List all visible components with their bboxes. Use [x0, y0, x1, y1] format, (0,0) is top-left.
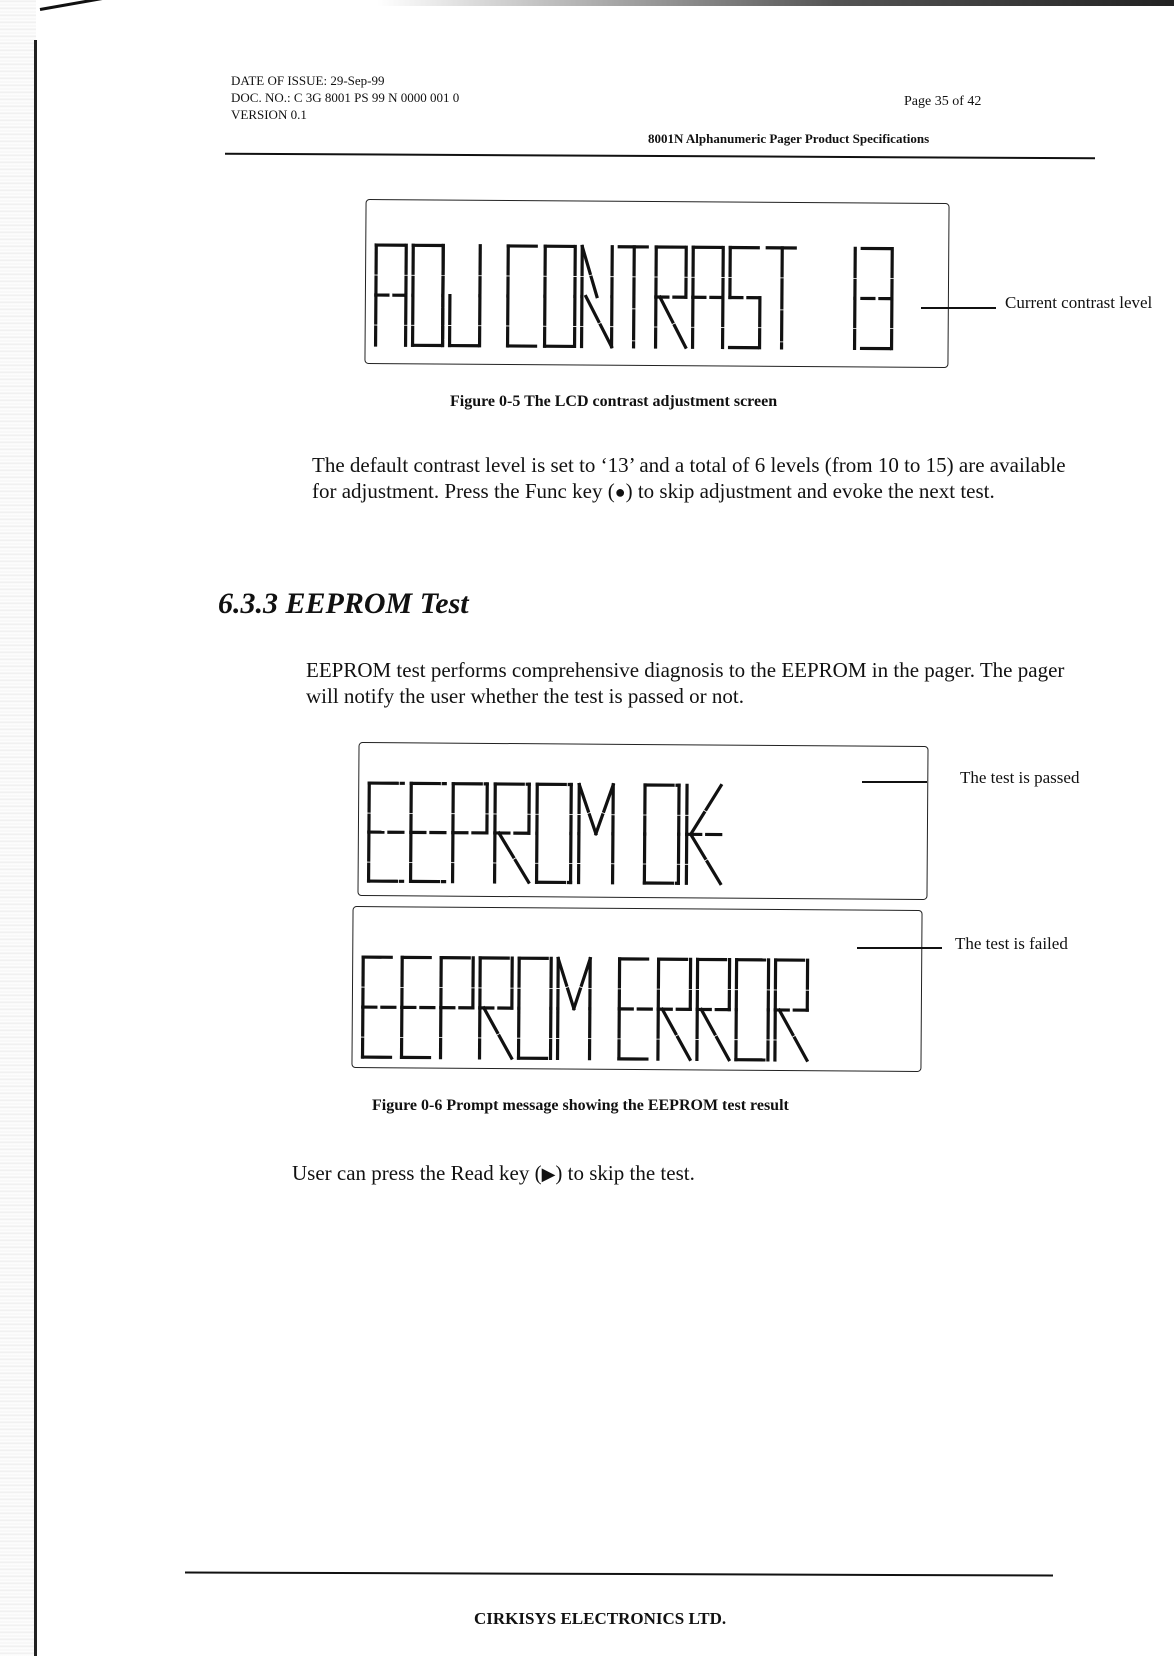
- lcd-segment-display: [352, 907, 921, 1071]
- lcd-character: [537, 784, 572, 882]
- lcd-segment: [443, 246, 444, 346]
- version: VERSION 0.1: [231, 107, 307, 122]
- lcd-character: [686, 785, 721, 883]
- lcd-character: [579, 785, 614, 883]
- lcd-character: [697, 959, 730, 1059]
- lcd-segment: [484, 1008, 512, 1058]
- lcd-character: [413, 245, 444, 345]
- lcd-segment: [701, 1009, 729, 1059]
- paragraph-read-text-a: User can press the Read key (: [292, 1161, 542, 1185]
- lcd-character: [558, 958, 591, 1058]
- callout-line-passed: [862, 781, 927, 783]
- lcd-segment: [690, 834, 720, 883]
- lcd-character: [855, 248, 856, 348]
- callout-line-contrast: [921, 307, 996, 309]
- lcd-eeprom-error: [351, 906, 922, 1072]
- lcd-character: [369, 783, 404, 881]
- lcd-character: [402, 957, 435, 1057]
- filled-circle-icon: ●: [614, 482, 626, 502]
- lcd-eeprom-ok: [357, 742, 928, 900]
- scan-edge-line: [34, 40, 37, 1656]
- callout-test-passed: The test is passed: [960, 768, 1080, 787]
- paragraph-contrast-text-a: The default contrast level is set to ‘13’ and a total of 6 levels (from 10 to 15) are available for adjustment. Press the Func key (: [312, 453, 1066, 503]
- lcd-contrast-screen: [364, 199, 949, 368]
- lcd-segment: [586, 297, 612, 347]
- lcd-segment: [660, 297, 686, 347]
- doc-number: DOC. NO.: C 3G 8001 PS 99 N 0000 001 0: [231, 90, 460, 105]
- paragraph-read-key: [292, 1160, 695, 1187]
- lcd-character: [411, 783, 446, 881]
- lcd-character: [453, 784, 488, 882]
- lcd-character: [656, 247, 687, 347]
- lcd-segment-display: [358, 743, 927, 899]
- document-title: 8001N Alphanumeric Pager Product Specifications: [648, 131, 930, 146]
- page-number: Page 35 of 42: [904, 94, 982, 109]
- footer-rule: [185, 1571, 1053, 1576]
- lcd-segment: [779, 1010, 807, 1060]
- figure-5-caption: Figure 0-5 The LCD contrast adjustment screen: [450, 393, 778, 410]
- lcd-character: [767, 248, 798, 348]
- lcd-character: [658, 959, 691, 1059]
- lcd-character: [775, 960, 808, 1060]
- lcd-segment: [691, 785, 721, 834]
- paragraph-read-text-b: ) to skip the test.: [555, 1161, 695, 1185]
- lcd-character: [450, 246, 481, 346]
- scan-left-edge: [0, 0, 36, 1656]
- paragraph-contrast: [312, 452, 1087, 505]
- lcd-segment: [499, 833, 529, 882]
- lcd-character: [619, 959, 652, 1059]
- callout-line-failed: [857, 947, 942, 949]
- lcd-character: [519, 958, 552, 1058]
- figure-6-caption: Figure 0-6 Prompt message showing the EEPROM test result: [372, 1097, 789, 1114]
- callout-test-failed: The test is failed: [955, 934, 1068, 953]
- header-rule: [225, 153, 1095, 160]
- play-triangle-icon: ▶: [541, 1164, 556, 1184]
- lcd-character: [376, 245, 407, 345]
- lcd-segment: [662, 1009, 690, 1059]
- date-of-issue: DATE OF ISSUE: 29-Sep-99: [231, 73, 385, 88]
- lcd-segment: [579, 785, 596, 834]
- lcd-character: [480, 958, 513, 1058]
- paragraph-contrast-text-b: ) to skip adjustment and evoke the next test.: [625, 479, 995, 503]
- lcd-character: [363, 957, 396, 1057]
- lcd-character: [644, 785, 679, 883]
- lcd-character: [862, 248, 893, 348]
- lcd-segment: [582, 246, 597, 296]
- lcd-character: [441, 958, 474, 1058]
- lcd-character: [730, 248, 761, 348]
- footer-company: CIRKISYS ELECTRONICS LTD.: [474, 1609, 727, 1628]
- lcd-character: [736, 960, 769, 1060]
- lcd-segment: [596, 785, 613, 834]
- scan-top-edge: [36, 0, 1174, 6]
- lcd-character: [582, 246, 613, 346]
- lcd-character: [619, 247, 650, 347]
- lcd-character: [693, 247, 724, 347]
- lcd-segment: [782, 248, 783, 348]
- lcd-segment: [634, 247, 635, 347]
- header-block: [231, 72, 459, 123]
- lcd-character: [508, 246, 539, 346]
- lcd-segment: [574, 959, 590, 1009]
- lcd-segment-display: [365, 200, 948, 367]
- paragraph-eeprom: EEPROM test performs comprehensive diagnosis to the EEPROM in the pager. The pager will notify the user whether the test is passed or not.: [306, 658, 1065, 708]
- lcd-character: [545, 246, 576, 346]
- callout-contrast-level: Current contrast level: [1005, 293, 1153, 312]
- lcd-segment: [558, 958, 574, 1008]
- section-heading: 6.3.3 EEPROM Test: [218, 587, 469, 620]
- lcd-character: [495, 784, 530, 882]
